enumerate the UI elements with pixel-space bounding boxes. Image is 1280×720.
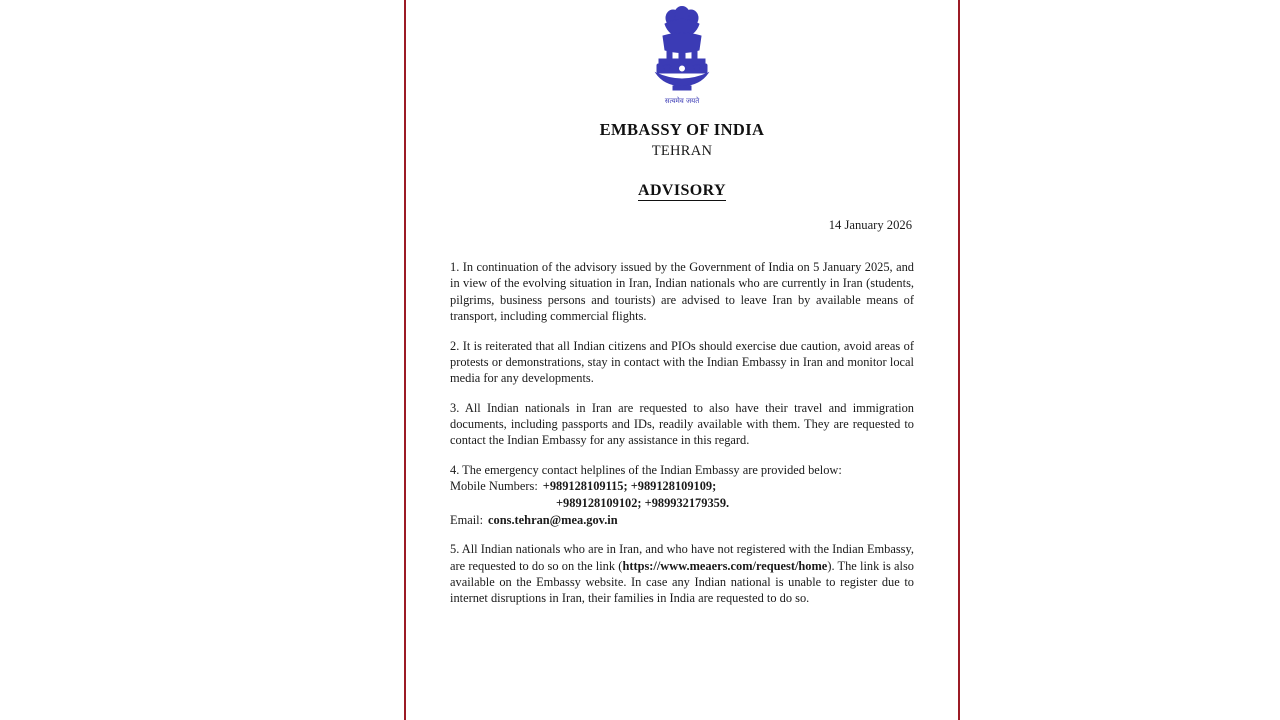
mobile-numbers-value-1: +989128109115; +989128109109; <box>542 479 717 494</box>
mobile-numbers-line-2 <box>450 495 914 511</box>
email-label: Email: <box>450 512 484 527</box>
document-body <box>450 259 914 607</box>
email-line <box>450 512 914 528</box>
registration-link[interactable]: https://www.meaers.com/request/home <box>622 558 828 573</box>
document-heading-text: ADVISORY <box>638 182 726 199</box>
registration-prefix: 5. All Indian nationals who are in Iran, and who have not registered with the Indian Embassy, are requested to do so on the link ( <box>450 542 914 573</box>
paragraph-1: 1. In continuation of the advisory issued by the Government of India on 5 January 2025, and in view of the evolving situation in Iran, Indian nationals who are currently in Iran (students, pilgrims, business persons and tourists) are advised to leave Iran by available means of transport, including commercial flights. <box>450 260 914 324</box>
paragraph-3: 3. All Indian nationals in Iran are requested to also have their travel and immigration documents, including passports and IDs, readily available with them. They are requested to contact the Indian Embassy for any assistance in this regard. <box>450 400 914 448</box>
email-value[interactable]: cons.tehran@mea.gov.in <box>488 512 618 527</box>
mobile-numbers-value-2: +989128109102; +989932179359. <box>556 495 730 510</box>
organization-city: TEHRAN <box>651 143 713 159</box>
mobile-numbers-label: Mobile Numbers: <box>450 479 538 494</box>
emergency-contact-block <box>450 462 914 529</box>
svg-text:सत्यमेव जयते: सत्यमेव जयते <box>664 97 700 105</box>
organization-title: EMBASSY OF INDIA <box>599 120 765 139</box>
document-date: 14 January 2026 <box>828 218 912 232</box>
mobile-numbers-line-1 <box>450 478 914 494</box>
document-heading <box>450 182 914 200</box>
contact-intro: 4. The emergency contact helplines of the Indian Embassy are provided below: <box>450 462 842 477</box>
paragraph-2: 2. It is reiterated that all Indian citizens and PIOs should exercise due caution, avoid areas of protests or demonstrations, stay in contact with the Indian Embassy in Iran and monitor local media for any developments. <box>450 338 914 386</box>
document-page <box>404 0 960 720</box>
paragraph-5 <box>450 541 914 607</box>
national-emblem-icon <box>450 0 914 114</box>
registration-suffix: ). The link is also available on the Embassy website. In case any Indian national is unable to register due to internet disruptions in Iran, their families in India are requested to do so. <box>450 558 915 606</box>
document-content <box>406 0 958 720</box>
